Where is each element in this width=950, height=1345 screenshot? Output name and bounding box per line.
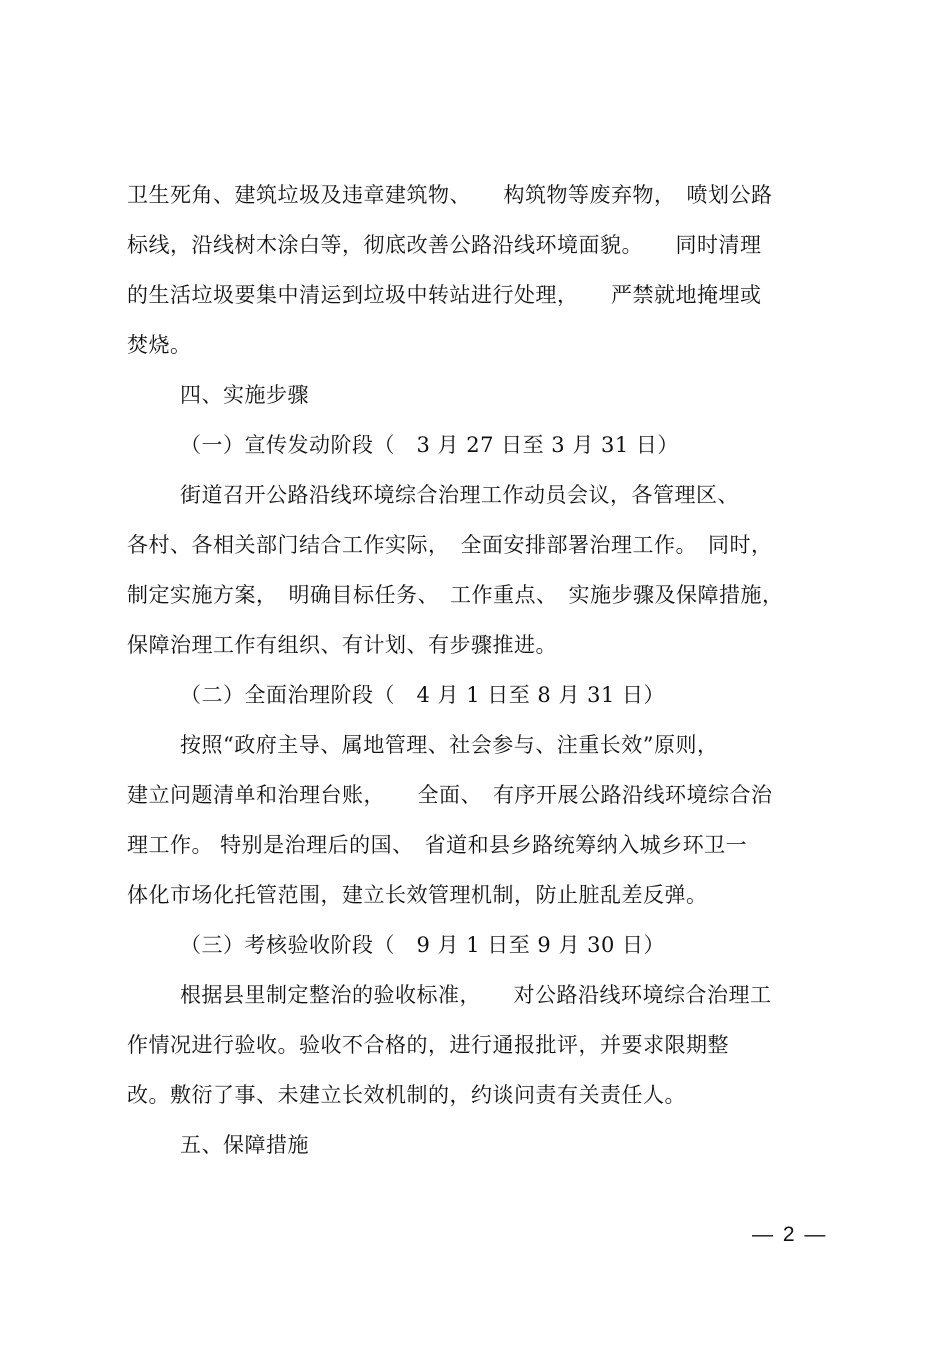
text-line-14: 理工作。 特别是治理后的国、 省道和县乡路统筹纳入城乡环卫一 <box>127 833 748 857</box>
text-line-2: 标线，沿线树木涂白等，彻底改善公路沿线环境面貌。 同时清理 <box>127 233 762 257</box>
text-line-13: 建立问题清单和治理台账， 全面、 有序开展公路沿线环境综合治 <box>127 783 773 807</box>
text-line-8: 各村、各相关部门结合工作实际， 全面安排部署治理工作。 同时， <box>127 533 773 557</box>
text-line-7: 街道召开公路沿线环境综合治理工作动员会议，各管理区、 <box>180 483 739 507</box>
subsection-heading: （三）考核验收阶段（ 9 月 1 日至 9 月 30 日） <box>180 933 666 957</box>
text-line-9: 制定实施方案， 明确目标任务、 工作重点、 实施步骤及保障措施， <box>127 583 784 607</box>
text-line-10: 保障治理工作有组织、有计划、有步骤推进。 <box>127 633 557 657</box>
text-line-19: 改。敷衍了事、未建立长效机制的，约谈问责有关责任人。 <box>127 1083 686 1107</box>
text-line-4: 焚烧。 <box>127 333 192 357</box>
text-line-17: 根据县里制定整治的验收标准， 对公路沿线环境综合治理工 <box>180 983 772 1007</box>
page-number: — 2 — <box>752 1223 828 1246</box>
section-heading: 四、实施步骤 <box>180 383 309 407</box>
text-line-12: 按照“政府主导、属地管理、社会参与、注重长效”原则， <box>180 733 719 757</box>
text-line-3: 的生活垃圾要集中清运到垃圾中转站进行处理， 严禁就地掩埋或 <box>127 283 762 307</box>
subsection-heading: （二）全面治理阶段（ 4 月 1 日至 8 月 31 日） <box>180 683 666 707</box>
section-heading: 五、保障措施 <box>180 1133 309 1157</box>
text-line-1: 卫生死角、建筑垃圾及违章建筑物、 构筑物等废弃物， 喷划公路 <box>127 183 773 207</box>
subsection-heading: （一）宣传发动阶段（ 3 月 27 日至 3 月 31 日） <box>180 433 679 457</box>
text-line-18: 作情况进行验收。验收不合格的，进行通报批评，并要求限期整 <box>127 1033 729 1057</box>
text-line-15: 体化市场化托管范围，建立长效管理机制，防止脏乱差反弹。 <box>127 883 708 907</box>
